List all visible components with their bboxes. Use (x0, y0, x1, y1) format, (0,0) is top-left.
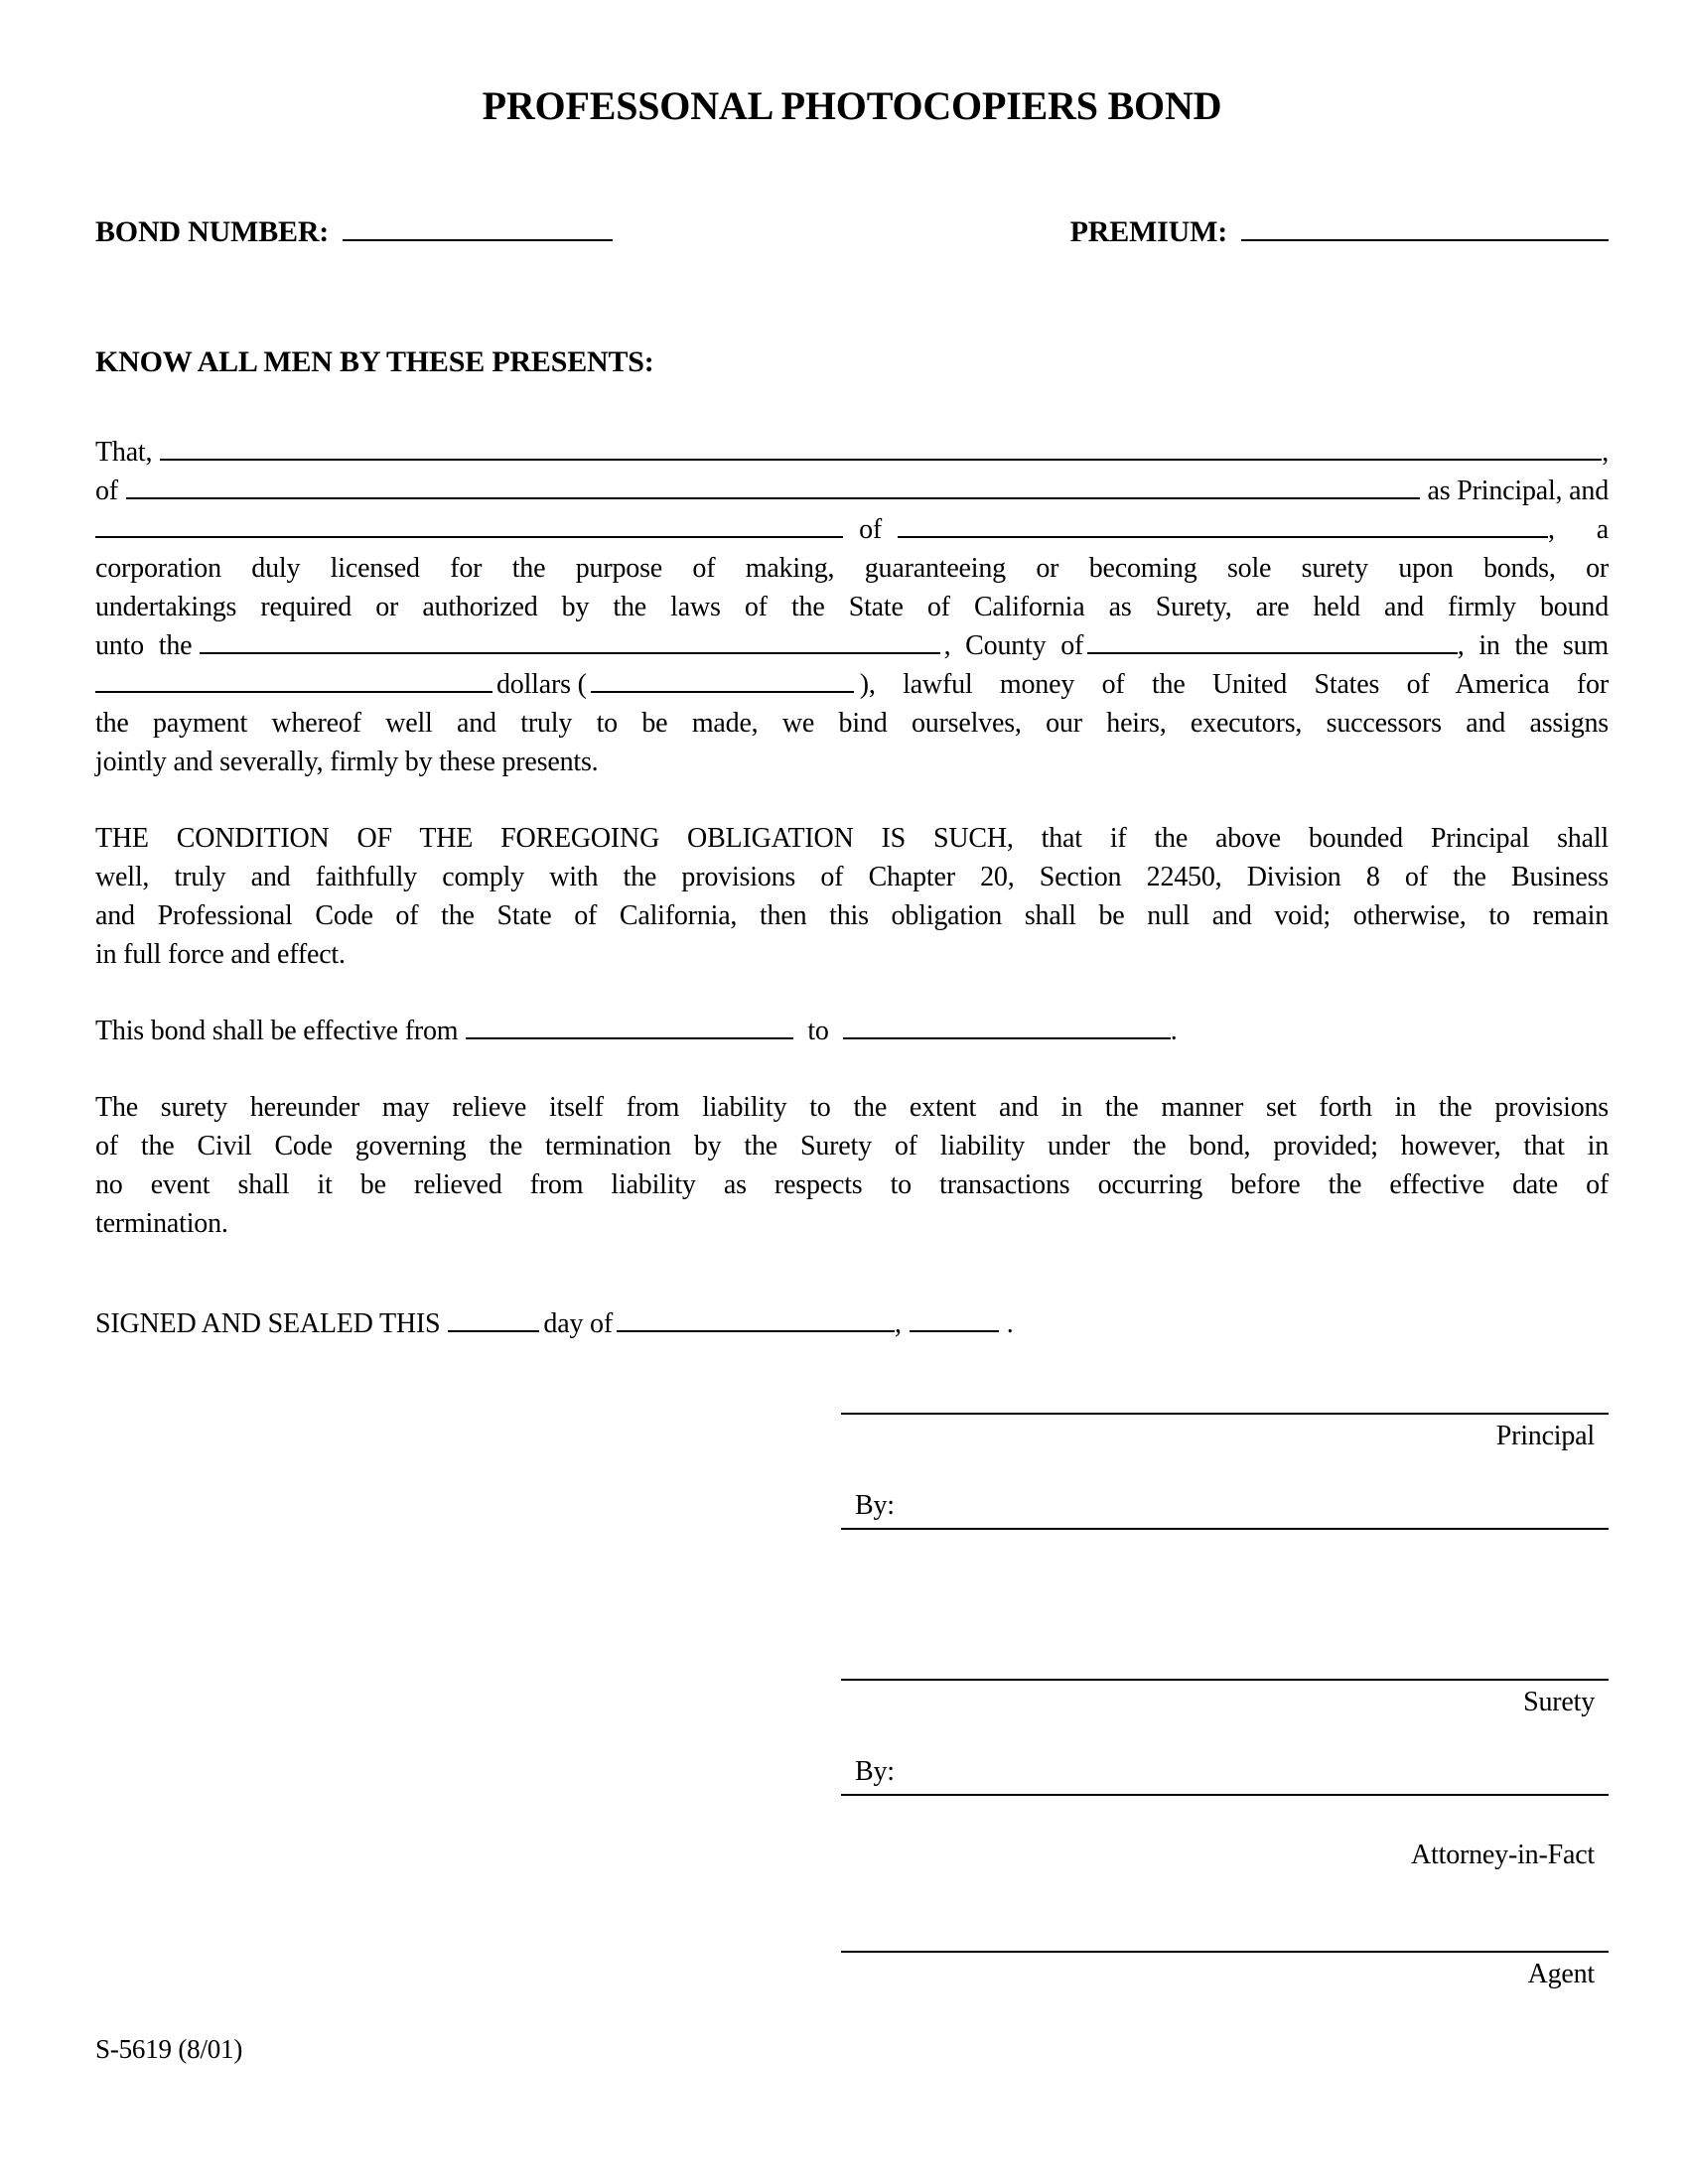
by-principal-line (841, 1484, 1609, 1530)
effective-period: . (1170, 1016, 1178, 1046)
county-blank (1087, 652, 1458, 654)
sum-words-blank (95, 691, 492, 693)
surety-signature-line (841, 1679, 1609, 1681)
bond-number-blank (343, 239, 613, 241)
condition-line-2: well, truly and faithfully comply with the provisions of Chapter 20, Section 22450, Division 8 of the Business (95, 862, 1609, 892)
termination-line-4: termination. (95, 1208, 228, 1239)
obligee-blank (200, 652, 939, 654)
bond-number-label: BOND NUMBER: (95, 215, 330, 248)
presents-heading: KNOW ALL MEN BY THESE PRESENTS: (95, 345, 654, 378)
obligation-line-3 (95, 510, 1609, 549)
day-blank (448, 1330, 539, 1332)
principal-signature-line (841, 1413, 1609, 1415)
signed-sealed-text: SIGNED AND SEALED THIS (95, 1308, 441, 1339)
county-of-text: , County of (943, 630, 1084, 661)
condition-line-1: THE CONDITION OF THE FOREGOING OBLIGATION IS SUCH, that if the above bounded Principal shall (95, 823, 1609, 854)
by-surety-label: By: (855, 1756, 895, 1787)
line3-comma: , (1547, 514, 1555, 545)
attorney-in-fact-label: Attorney-in-Fact (1411, 1840, 1595, 1870)
in-the-sum-text: , in the sum (1457, 630, 1609, 661)
of-label-2: of (859, 514, 883, 545)
year-blank (910, 1330, 999, 1332)
obligation-line-6 (95, 626, 1609, 665)
month-blank (617, 1330, 895, 1332)
dollars-text: dollars ( (496, 669, 587, 700)
obligation-line-1 (95, 433, 1609, 472)
line3-a-text: a (1596, 514, 1609, 545)
form-title: PROFESSONAL PHOTOCOPIERS BOND (482, 83, 1222, 128)
condition-line-4: in full force and effect. (95, 939, 346, 970)
header-row (95, 212, 1609, 251)
premium-blank (1241, 239, 1609, 241)
signed-sealed-line (95, 1304, 1609, 1343)
surety-label: Surety (1523, 1687, 1595, 1717)
unto-the-text: unto the (95, 630, 193, 661)
day-of-text: day of (543, 1308, 613, 1339)
principal-label: Principal (1495, 1421, 1595, 1451)
effective-to-blank (843, 1037, 1171, 1039)
termination-line-2: of the Civil Code governing the termination by the Surety of liability under the bond, provided; however, that in (95, 1131, 1609, 1161)
effective-line (95, 1012, 1609, 1050)
sum-figures-blank (591, 691, 854, 693)
signed-comma: , (894, 1308, 902, 1339)
obligation-line-8: the payment whereof well and truly to be made, we bind ourselves, our heirs, executors, successors and assigns (95, 708, 1609, 739)
by-principal-label: By: (855, 1490, 895, 1521)
form-number: S-5619 (8/01) (95, 2034, 243, 2064)
obligation-line-7 (95, 665, 1609, 704)
obligation-line-5: undertakings required or authorized by the laws of the State of California as Surety, are held and firmly bound (95, 592, 1609, 622)
of-label: of (95, 476, 118, 506)
obligation-line-4: corporation duly licensed for the purpose of making, guaranteeing or becoming sole surety upon bonds, or (95, 553, 1609, 584)
agent-label: Agent (1527, 1959, 1595, 1989)
obligation-paragraph (95, 433, 1609, 781)
to-text: to (807, 1016, 829, 1046)
obligation-line-9: jointly and severally, firmly by these presents. (95, 747, 599, 777)
line1-comma: , (1602, 437, 1609, 468)
termination-line-1: The surety hereunder may relieve itself from liability to the extent and in the manner set forth in the provisions (95, 1092, 1609, 1123)
surety-place-blank (898, 536, 1548, 538)
condition-line-3: and Professional Code of the State of California, then this obligation shall be null and void; otherwise, to remain (95, 900, 1609, 931)
principal-name-blank (160, 459, 1602, 461)
effective-from-blank (466, 1037, 793, 1039)
effective-from-text: This bond shall be effective from (95, 1016, 459, 1046)
as-principal-text: as Principal, and (1427, 476, 1609, 506)
termination-line-3: no event shall it be relieved from liability as respects to transactions occurring before the effective date of (95, 1169, 1609, 1200)
by-surety-line (841, 1750, 1609, 1796)
lawful-money-text: ), lawful money of the United States of America for (859, 669, 1609, 700)
agent-signature-line (841, 1951, 1609, 1953)
premium-field (1070, 212, 1609, 251)
principal-address-blank (126, 497, 1420, 499)
condition-paragraph (95, 819, 1609, 974)
termination-paragraph (95, 1088, 1609, 1243)
signature-block (841, 1413, 1609, 1994)
bond-number-field (95, 212, 613, 251)
obligation-line-2 (95, 472, 1609, 510)
surety-name-blank (95, 536, 843, 538)
signed-period: . (1006, 1308, 1014, 1339)
that-label: That, (95, 437, 153, 468)
premium-label: PREMIUM: (1069, 215, 1227, 248)
